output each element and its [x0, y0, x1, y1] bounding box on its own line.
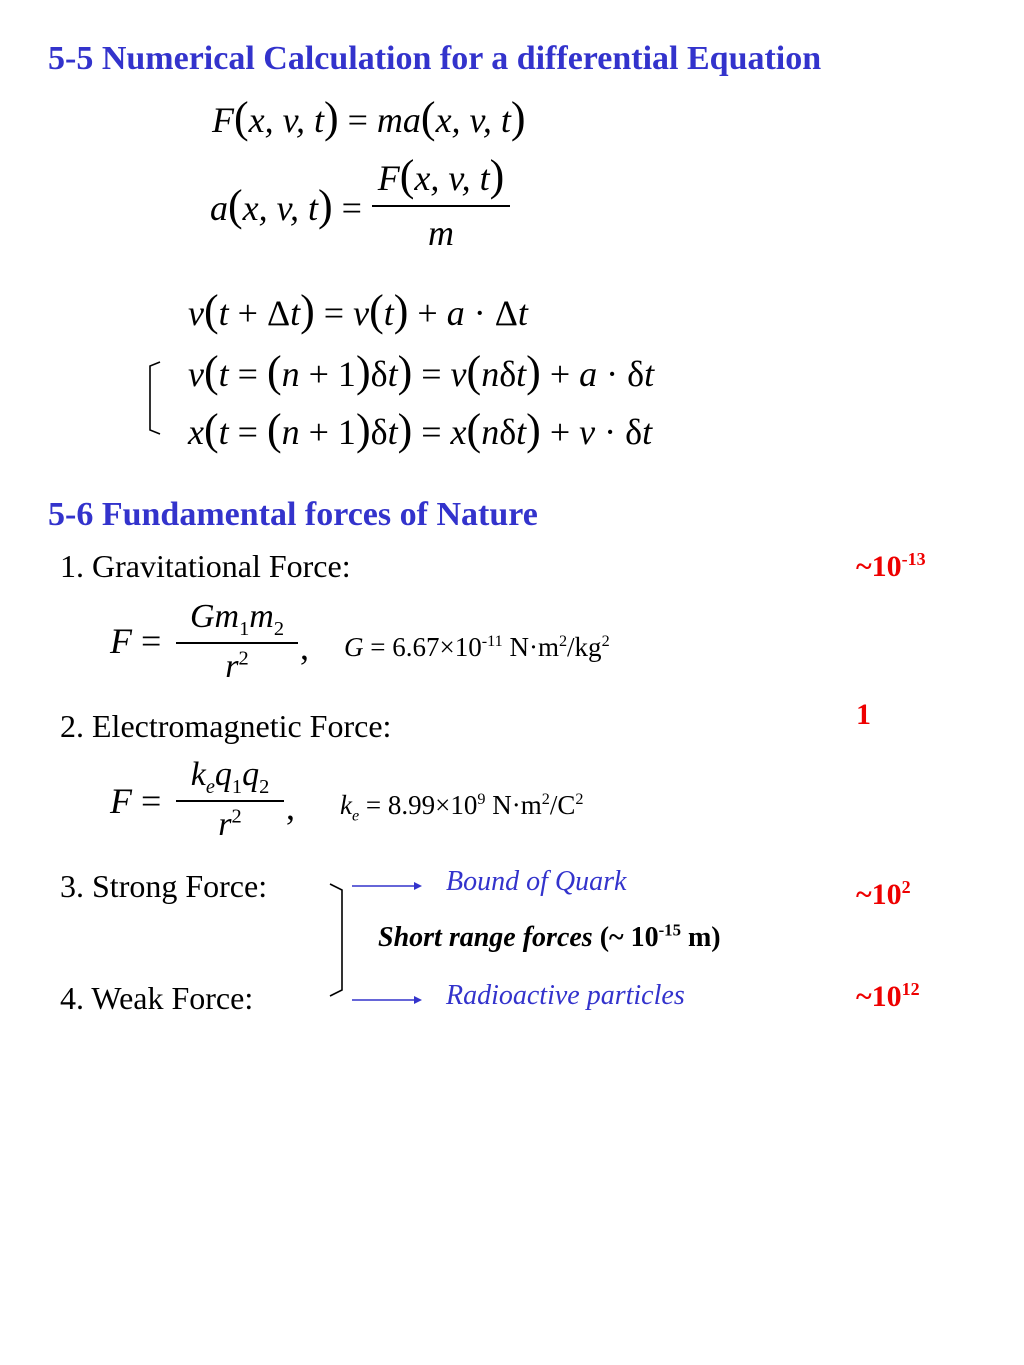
section-5-6-title: 5-6 Fundamental forces of Nature [48, 496, 538, 533]
equation-acceleration: a(x, v, t) = [210, 181, 362, 230]
short-range-forces: Short range forces (~ $10^{-15}$ m) [378, 920, 721, 953]
gravitational-strength: $\sim 10^{-13}$ [856, 549, 926, 583]
strong-strength: $\sim 10^2$ [856, 877, 911, 911]
fraction-f-over-m: F(x, v, t) m [372, 150, 510, 260]
weak-force-label: 4. Weak Force: [60, 980, 254, 1016]
section-5-5-title: 5-5 Numerical Calculation for a differential Equation [48, 40, 822, 77]
equation-discrete-velocity: v(t = (n + 1)δt) = v(nδt) + a · δt [188, 347, 655, 396]
electromagnetic-fraction: $k_eq_1q_2$ $r^2$ [176, 756, 284, 848]
equation-force: F(x, v, t) = ma(x, v, t) [212, 93, 526, 142]
strong-force-note: Bound of Quark [446, 866, 627, 897]
gravitational-comma: , [300, 627, 309, 667]
gravitational-constant: $G = 6.67\times 10^{-11}$ $N\cdot m^2/kg^2$ [344, 632, 610, 662]
short-range-bracket [326, 880, 350, 1000]
weak-force-note: Radioactive particles [446, 980, 685, 1011]
arrow-right-icon [352, 876, 424, 896]
strong-force-label: 3. Strong Force: [60, 868, 268, 904]
electromagnetic-comma: , [286, 787, 295, 827]
system-brace [142, 360, 166, 436]
gravitational-fraction: $Gm_1m_2$ $r^2$ [176, 598, 298, 690]
gravitational-force-label: 1. Gravitational Force: [60, 548, 351, 584]
weak-strength: $\sim 10^{12}$ [856, 979, 920, 1013]
equation-discrete-position: x(t = (n + 1)δt) = x(nδt) + v · δt [188, 405, 653, 454]
coulomb-constant: $k_e = 8.99\times 10^9$ $N\cdot m^2/C^2$ [340, 790, 584, 825]
arrow-right-icon [352, 990, 424, 1010]
electromagnetic-force-label: 2. Electromagnetic Force: [60, 708, 392, 744]
electromagnetic-formula-lhs: F = [110, 781, 162, 821]
gravitational-formula-lhs: F = [110, 621, 162, 661]
electromagnetic-strength: 1 [856, 698, 871, 731]
equation-velocity-update: v(t + Δt) = v(t) + a · Δt [188, 286, 528, 335]
